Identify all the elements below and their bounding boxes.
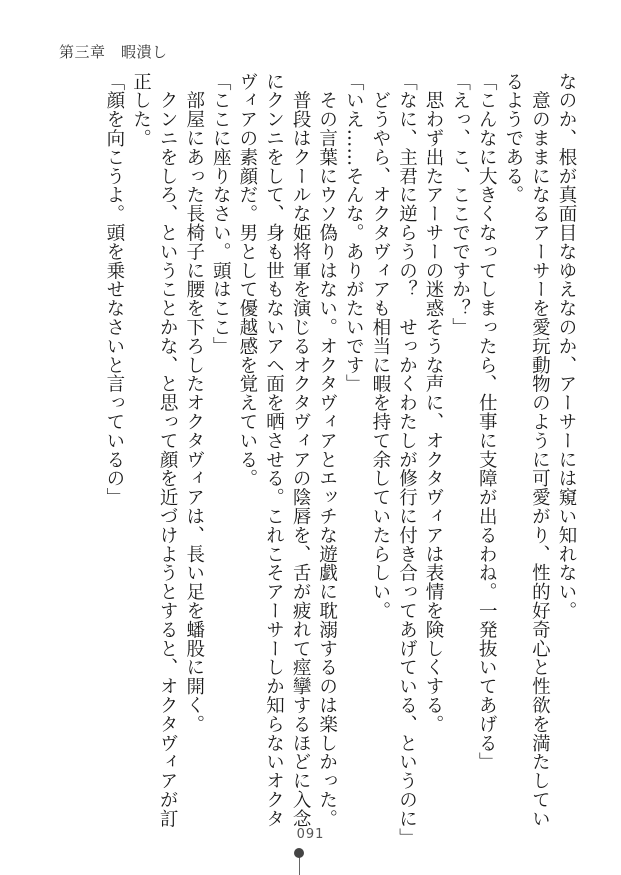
text-line: 「いえ……そんな。ありがたいです」 [343,72,365,394]
text-line: 思わず出たアーサーの迷惑そうな声に、オクタヴィアは表情を険しくする。 [423,72,445,734]
text-line: るようである。 [502,72,524,205]
page-number: 091 [296,827,325,842]
text-line: 正した。 [130,72,152,148]
text-line: にクンニをして、身も世もないアヘ面を晒させる。これこそアーサーしか知らないオクタ [263,72,285,828]
text-line: 普段はクールな姫将軍を演じるオクタヴィアの陰唇を、舌が疲れて痙攣するほどに入念 [290,72,312,828]
text-line: 部屋にあった長椅子に腰を下ろしたオクタヴィアは、長い足を蟠股に開く。 [183,72,205,734]
text-line: 意のままになるアーサーを愛玩動物のように可愛がり、性的好奇心と性欲を満たしてい [529,72,551,828]
page-marker-dot-icon [294,848,304,858]
chapter-header: 第三章 暇潰し [59,43,168,61]
text-line: なのか、根が真面目なゆえなのか、アーサーには窺い知れない。 [556,72,577,621]
text-line: 「ここに座りなさい。頭はここ」 [210,72,232,356]
text-line: どうやら、オクタヴィアも相当に暇を持て余していたらしい。 [369,72,391,621]
text-line: 「なに、主君に逆らうの？ せっかくわたしが修行に付き合ってあげている、というのに」 [396,72,418,847]
text-line: その言葉にウソ偽りはない。オクタヴィアとエッチな遊戯に耽溺するのは楽しかった。 [316,72,338,828]
text-line: クンニをしろ、ということかな、と思って顔を近づけようとすると、オクタヴィアが訂 [157,72,179,828]
text-line: ヴィアの素顔だ。男として優越感を覚えている。 [236,72,258,488]
text-line: 「顔を向こうよ。頭を乗せなさいと言っているの」 [103,72,125,507]
text-line: 「えっ、こ、ここでですか？」 [449,72,471,337]
text-line: 「こんなに大きくなってしまったら、仕事に支障が出るわね。一発抜いてあげる」 [476,72,498,772]
